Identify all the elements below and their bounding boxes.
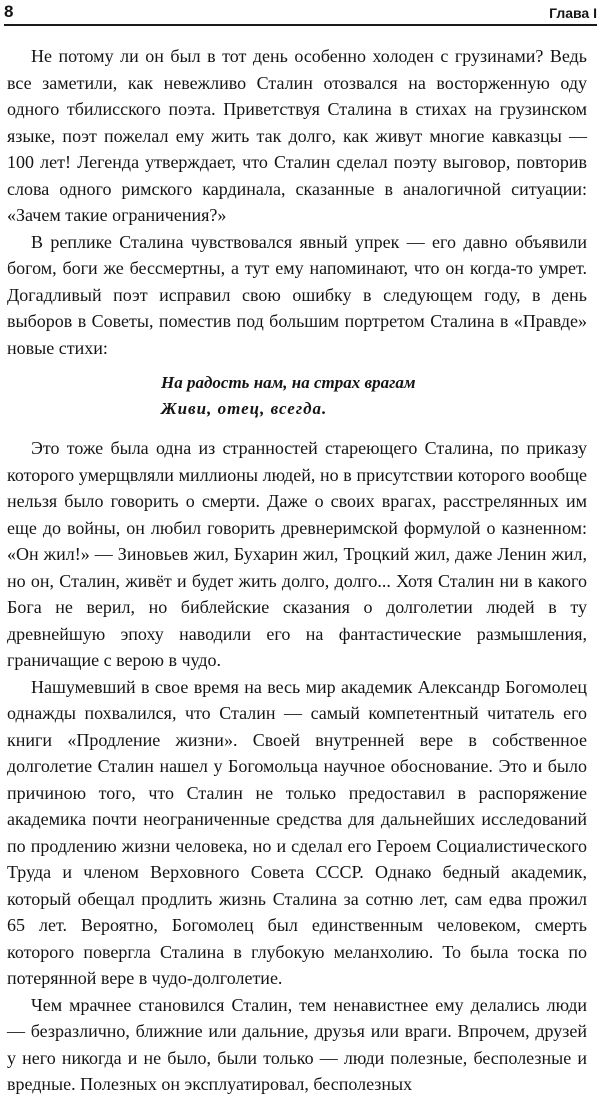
- paragraph-1: Не потому ли он был в тот день особенно холоден с грузинами? Ведь все заметили, как невежливо Сталин отозвался на восторженную оду одного тбилисского поэта. Приветствуя Сталина в стихах на грузинском языке, поэт пожелал ему жить так долго, как живут многие кавказцы — 100 лет! Легенда утверждает, что Сталин сделал поэту выговор, повторив слова одного римского кардинала, сказанные в аналогичной ситуации: «Зачем такие ограничения?»: [7, 46, 587, 225]
- poem-quote: [161, 370, 587, 422]
- poem-line-2: Живи, отец, всегда.: [161, 399, 328, 418]
- page-number: 8: [4, 2, 14, 21]
- paragraph-4: Нашумевший в свое время на весь мир академик Александр Богомолец однажды похвалился, что Сталин — самый компетентный читатель его книги «Продление жизни». Своей внутренней вере в собственное долголетие Сталин нашел у Богомольца научное обоснование. Это и было причиною того, что Сталин не только предоставил в распоряжение академика почти неограниченные средства для дальнейших исследований по продлению жизни человека, но и сделал его Героем Социалистического Труда и членом Верховного Совета СССР. Однако бедный академик, который обещал продлить жизнь Сталина за сотню лет, сам едва прожил 65 лет. Вероятно, Богомолец был единственным человеком, смерть которого повергла Сталина в глубокую меланхолию. То была тоска по потерянной вере в чудо-долголетие.: [7, 676, 587, 988]
- paragraph-5: Чем мрачнее становился Сталин, тем ненавистнее ему делались люди — безразлично, ближние или дальние, друзья или враги. Впрочем, друзей у него никогда и не было, были только — люди полезные, бесполезные и вредные. Полезных он эксплуатировал, бесполезных: [7, 994, 587, 1094]
- chapter-label: Глава I: [549, 5, 597, 21]
- body-text: [7, 43, 587, 1098]
- paragraph-2: В реплике Сталина чувствовался явный упрек — его давно объявили богом, боги же бессмертны, а тут ему напоминают, что он когда-то умрет. Догадливый поэт исправил свою ошибку в следующем году, в день выборов в Советы, поместив под большим портретом Сталина в «Правде» новые стихи:: [7, 231, 587, 358]
- poem-line-1: На радость нам, на страх врагам: [161, 373, 416, 392]
- paragraph-3: Это тоже была одна из странностей стареющего Сталина, по приказу которого умерщвляли миллионы людей, но в присутствии которого вообще нельзя было говорить о смерти. Даже о своих врагах, расстрелянных им еще до войны, он любил говорить древнеримской формулой о казненном: «Он жил!» — Зиновьев жил, Бухарин жил, Троцкий жил, даже Ленин жил, но он, Сталин, живёт и будет жить долго, долго... Хотя Сталин ни в какого Бога не верил, но библейские сказания о долголетии людей в ту древнейшую эпоху наводили его на фантастические размышления, граничащие с верою в чудо.: [7, 438, 587, 670]
- running-header: [4, 2, 597, 26]
